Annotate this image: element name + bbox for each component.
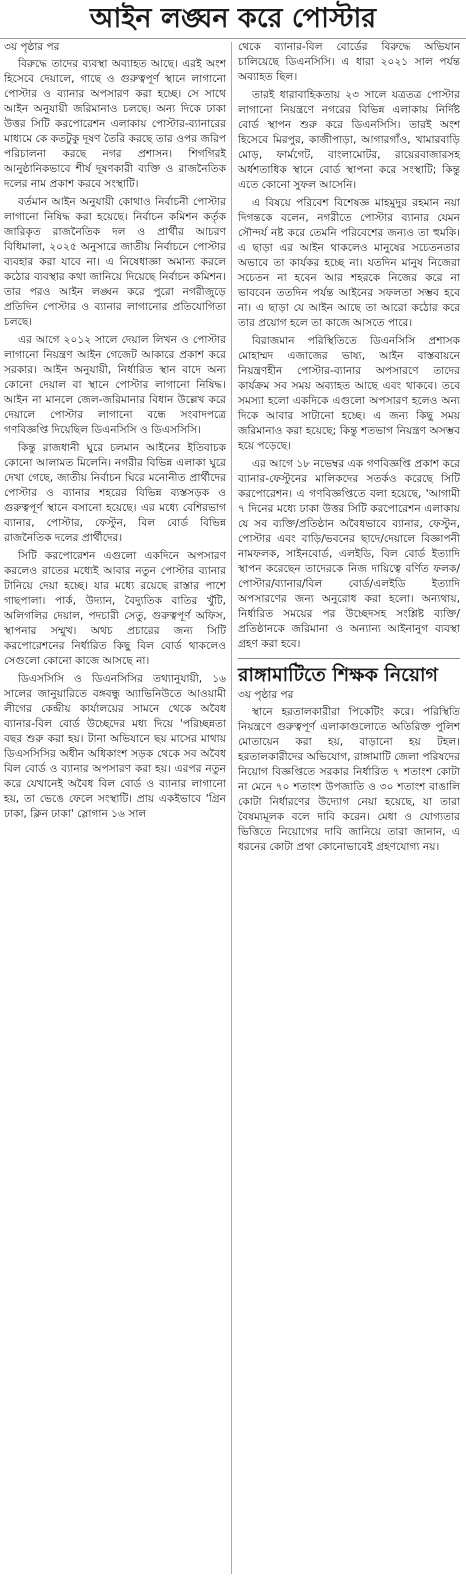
article-paragraph: কিন্তু রাজধানী ঘুরে চলমান আইনের ইতিবাচক কোনো আলামত মিলেনি। নগরীর বিভিন্ন এলাকা ঘুরে দেখা গেছে, জাতীয় নির্বাচন ঘিরে মনোনীত প্রার্থীদের পোস্টার ও ব্যানার শহরের বিভিন্ন ব্যস্তসড়ক ও গুরুত্বপূর্ণ স্থানে বসানো হয়েছে। এর মধ্যে বেশিরভাগ ব্যানার, পোস্টার, ফেস্টুন, বিল বোর্ড বিভিন্ন রাজনৈতিক দলের প্রার্থীদের। xyxy=(4,442,226,544)
left-column xyxy=(4,40,226,825)
article-paragraph: বিরাজমান পরিস্থিতিতে ডিএনসিসি প্রশাসক মোহাম্মদ এজাজের ভাষ্য, আইন বাস্তবায়নে নিয়ন্ত্রণহীন পোস্টার-ব্যানার অপসারণে তাদের কার্যক্রম সব সময় অব্যাহত আছে এবং থাকবে। তবে সমস্যা হলো একদিকে এগুলো অপসারণ হলেও অন্য দিকে আবার সাটানো হচ্ছে। এ জন্য কিছু সময় জরিমানাও করা হয়েছে; কিন্তু শতভাগ নিয়ন্ত্রণ অসম্ভব হয়ে পড়েছে। xyxy=(238,335,460,452)
article-paragraph: থেকে ব্যানার-বিল বোর্ডের বিরুদ্ধে অভিযান চালিয়েছে ডিএনসিসি। এ ধারা ২০২১ সাল পর্যন্ত অব্যাহত ছিল। xyxy=(238,41,460,83)
article-paragraph: সিটি করপোরেশন এগুলো একদিনে অপসারণ করলেও রাতের মধ্যেই আবার নতুন পোস্টার ব্যানার টানিয়ে দেয়া হচ্ছে। যার মধ্যে রয়েছে রাস্তার পাশে গাছপালা। পার্ক, উদ্যান, বৈদ্যুতিক বাতির খুঁটি, অলিগলির দেয়াল, পদচারী সেতু, গুরুত্বপূর্ণ অফিস, স্থাপনার সম্মুখ। অথচ প্রচারের জন্য সিটি করপোরেশনের নির্ধারিত কিছু বিল বোর্ড থাকলেও সেগুলো কোনো কাজে আসছে না। xyxy=(4,550,226,667)
article-paragraph: এর আগে ২০১২ সালে দেয়াল লিখন ও পোস্টার লাগানো নিয়ন্ত্রণ আইন গেজেট আকারে প্রকাশ করে সরকার। আইন অনুযায়ী, নির্ধারিত স্থান বাদে অন্য কোনো দেয়াল বা স্থানে পোস্টার লাগানো নিষিদ্ধ। আইন না মানলে জেল-জরিমানার বিধান উল্লেখ করে দেয়ালে পোস্টার লাগানো বন্ধে সংবাদপত্রে গণবিজ্ঞপ্তি দিয়েছিল ডিএনসিসি ও ডিএসসিসি। xyxy=(4,334,226,436)
article-paragraph: এর আগে ১৮ নভেম্বর এক গণবিজ্ঞপ্তি প্রকাশ করে ব্যানার-ফেস্টুনের মালিকদের সতর্কও করেছে সিটি করপোরেশন। এ গণবিজ্ঞপ্তিতে বলা হয়েছে, 'আগামী ৭ দিনের মধ্যে ঢাকা উত্তর সিটি করপোরেশন এলাকায় যে সব ব্যক্তি/প্রতিষ্ঠান অবৈধভাবে ব্যানার, ফেস্টুন, পোস্টার এবং বাড়ি/ভবনের ছাদে/দেয়ালে বিজ্ঞাপনী নামফলক, সাইনবোর্ড, এলইডি, বিল বোর্ড ইত্যাদি স্থাপন করেছেন তাদেরকে নিজ দায়িত্বে বর্ণিত ফলক/পোস্টার/ব্যানার/বিল বোর্ড/এলইডি ইত্যাদি অপসারণের জন্য অনুরোধ করা হলো। অন্যথায়, নির্ধারিত সময়ের পর উচ্ছেদসহ সংশ্লিষ্ট ব্যক্তি/প্রতিষ্ঠানকে জরিমানা ও অন্যান্য আইনানুগ ব্যবস্থা গ্রহণ করা হবে। xyxy=(238,458,460,650)
article-paragraph: তারই ধারাবাহিকতায় ২৩ সালে যত্রতত্র পোস্টার লাগানো নিয়ন্ত্রণে নগরের বিভিন্ন এলাকায় নির্দিষ্ট বোর্ড স্থাপন শুরু করে ডিএনসিসি। তারই অংশ হিসেবে মিরপুর, কাজীপাড়া, আগারগাঁও, খামারবাড়ি মোড়, ফার্মগেট, বাংলামোটর, রায়েরবাজারসহ অর্ধশতাধিক স্থানে বোর্ড স্থাপনা করে সংস্থাটি; কিন্তু এতে কোনো সুফল আসেনি। xyxy=(238,89,460,191)
sub-headline: রাঙ্গামাটিতে শিক্ষক নিয়োগ xyxy=(238,658,460,688)
headline: আইন লঙ্ঘন করে পোস্টার xyxy=(0,0,466,39)
continuation-label: ৩য় পৃষ্ঠার পর xyxy=(4,41,60,53)
article-paragraph: বর্তমান আইন অনুযায়ী কোথাও নির্বাচনী পোস্টার লাগানো নিষিদ্ধ করা হয়েছে। নির্বাচন কমিশন কর্তৃক জারিকৃত রাজনৈতিক দল ও প্রার্থীর আচরণ বিধিমালা, ২০২৫ অনুসারে জাতীয় নির্বাচনে পোস্টার ব্যবহার করা যাবে না। এ নিষেধাজ্ঞা অমান্য করলে কঠোর ব্যবস্থার কথা জানিয়ে দিয়েছে নির্বাচন কমিশন। তার পরও আইন লঙ্ঘন করে পুরো নগরীজুড়ে প্রতিদিন পোস্টার ও ব্যানার লাগানোর প্রতিযোগিতা চলছে। xyxy=(4,196,226,328)
column-divider xyxy=(231,42,232,1574)
article-paragraph: এ বিষয়ে পরিবেশ বিশেষজ্ঞ মাহমুদুর রহমান নয়া দিগন্তকে বলেন, নগরীতে পোস্টার ব্যানার যেমন সৌন্দর্য নষ্ট করে তেমনি পরিবেশের জন্যও তা হুমকি। এ ছাড়া এর আইন থাকলেও মানুষের সচেতনতার অভাবে তা কার্যকর হচ্ছে না। যতদিন মানুষ নিজেরা সচেতন না হবেন আর শহরকে নিজের করে না ভাববেন ততদিন পর্যন্ত আইনের সফলতা সম্ভব হবে না। এ ছাড়া যে আইন আছে তা আরো কঠোর করে তার প্রয়োগ হলে তা কাজে আসতে পারে। xyxy=(238,197,460,329)
article-paragraph: ডিএসসিসি ও ডিএনসিসির তথ্যানুযায়ী, ১৬ সালের জানুয়ারিতে বঙ্গবন্ধু অ্যাভিনিউতে আওয়ামী লীগের কেন্দ্রীয় কার্যালয়ের সামনে থেকে অবৈধ ব্যানার-বিল বোর্ড উচ্ছেদের মধ্য দিয়ে 'পরিচ্ছন্নতা বছর শুরু করা হয়। টানা অভিযানে ছয় মাসের মাথায় ডিএসসিসির অধীন অধিকাংশ সড়ক থেকে সব অবৈধ বিল বোর্ড ও ব্যানার অপসারণ করা হয়। এরপর নতুন করে যেখানেই অবৈধ বিল বোর্ড ও ব্যানার লাগানো হয়, তা ভেঙে ফেলে সংস্থাটি। প্রায় একইভাবে 'গ্রিন ঢাকা, ক্লিন ঢাকা' স্লোগান ১৬ সাল xyxy=(4,673,226,820)
article-paragraph: স্থানে হরতালকারীরা পিকেটিং করে। পরিস্থিতি নিয়ন্ত্রণে গুরুত্বপূর্ণ এলাকাগুলোতে অতিরিক্ত পুলিশ মোতায়েন করা হয়, বাড়ানো হয় টহল। হরতালকারীদের অভিযোগ, রাঙ্গামাটি জেলা পরিষদের নিয়োগ বিজ্ঞপ্তিতে সরকার নির্ধারিত ৭ শতাংশ কোটা না মেনে ৭০ শতাংশ উপজাতি ও ৩০ শতাংশ বাঙালি কোটা নির্ধারণের উদ্যোগ নেয়া হয়েছে, যা তারা বৈষম্যমূলক বলে দাবি করেন। মেধা ও যোগ্যতার ভিত্তিতে নিয়োগের দাবি জানিয়ে তারা জানান, এ ধরনের কোটা প্রথা কোনোভাবেই গ্রহণযোগ্য নয়। xyxy=(238,706,460,853)
continuation-label: ৩য় পৃষ্ঠার পর xyxy=(238,689,294,701)
right-column xyxy=(238,40,460,858)
article-paragraph: বিরুদ্ধে তাদের ব্যবস্থা অব্যাহত আছে। এরই অংশ হিসেবে দেয়ালে, গাছে ও গুরুত্বপূর্ণ স্থানে লাগানো পোস্টার ও ব্যানার অপসারণ করা হচ্ছে। সে সাথে আইন অনুযায়ী জরিমানাও চলছে। অন্য দিকে ঢাকা উত্তর সিটি করপোরেশন এলাকায় পোস্টার-ব্যানারের মাধ্যমে কে কতটুকু দূষণ তৈরি করছে তার ওপর জরিপ পরিচালনা করছে নগর প্রশাসন। শিগগিরই আনুষ্ঠানিকভাবে শীর্ষ দূষণকারী ব্যক্তি ও রাজনৈতিক দলের নাম প্রকাশ করবে সংস্থাটি। xyxy=(4,58,226,190)
